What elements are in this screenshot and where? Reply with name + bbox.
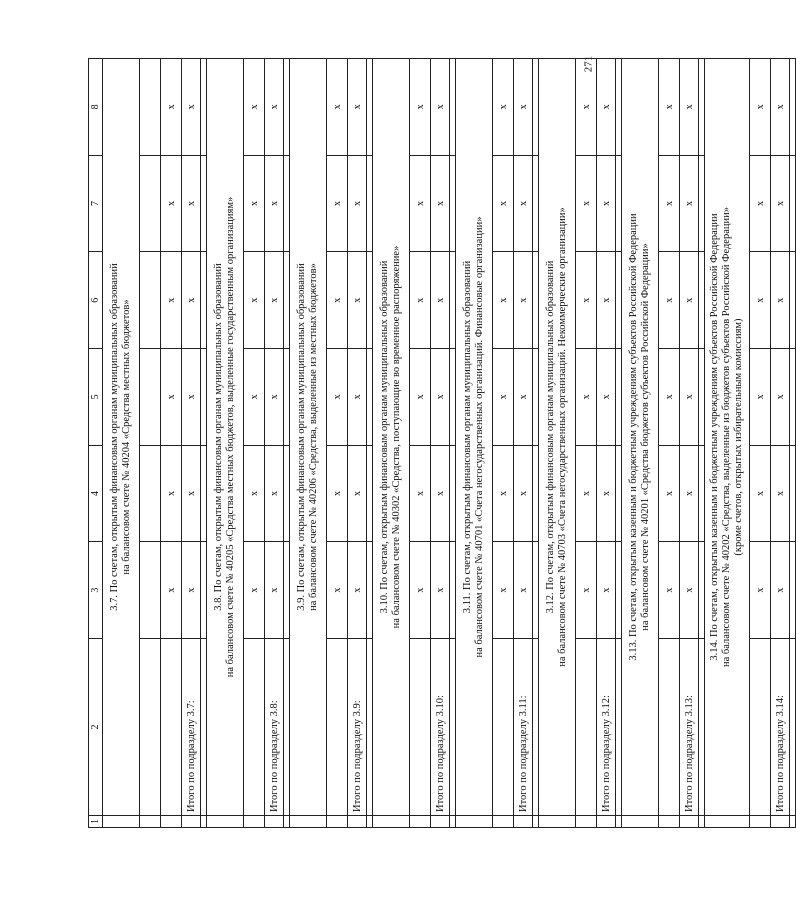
section-title-row bbox=[705, 59, 750, 828]
x-mark-cell: х bbox=[182, 155, 201, 252]
row-marker-cell bbox=[539, 816, 576, 828]
x-mark-cell: х bbox=[680, 155, 699, 252]
empty-cell bbox=[659, 639, 680, 816]
x-mark-cell: х bbox=[410, 445, 431, 542]
x-mark-cell: х bbox=[348, 252, 367, 349]
subtotal-row bbox=[431, 59, 450, 828]
row-marker-cell bbox=[514, 816, 533, 828]
x-mark-cell: х bbox=[327, 445, 348, 542]
section-title-line: на балансовом счете № 40703 «Счета негосударственных организаций. Некоммерческие организации» bbox=[557, 207, 568, 667]
row-marker-cell bbox=[327, 816, 348, 828]
section-title-line: 3.10. По счетам, открытым финансовым органам муниципальных образований bbox=[379, 260, 390, 614]
empty-cell bbox=[140, 816, 161, 828]
x-mark-cell: х bbox=[182, 59, 201, 156]
x-mark-cell: х bbox=[514, 542, 533, 639]
section-title-line: на балансовом счете № 40204 «Средства местных бюджетов» bbox=[121, 299, 132, 575]
x-mark-cell: х bbox=[576, 155, 597, 252]
x-mark-cell: х bbox=[771, 252, 790, 349]
section-title bbox=[622, 59, 659, 816]
data-row bbox=[327, 59, 348, 828]
x-mark-cell: х bbox=[244, 252, 265, 349]
row-marker-cell bbox=[410, 816, 431, 828]
x-mark-cell: х bbox=[265, 445, 284, 542]
x-mark-cell: х bbox=[514, 155, 533, 252]
x-mark-cell: х bbox=[244, 155, 265, 252]
x-mark-cell: х bbox=[750, 349, 771, 446]
section-title-line: 3.9. По счетам, открытым финансовым органам муниципальных образований bbox=[296, 263, 307, 611]
section-title-row bbox=[539, 59, 576, 828]
section-title bbox=[103, 59, 140, 816]
column-number-8: 8 bbox=[89, 59, 103, 156]
row-marker-cell bbox=[493, 816, 514, 828]
x-mark-cell: х bbox=[771, 542, 790, 639]
empty-row bbox=[140, 59, 161, 828]
x-mark-cell: х bbox=[265, 155, 284, 252]
x-mark-cell: х bbox=[493, 252, 514, 349]
data-row bbox=[576, 59, 597, 828]
row-marker-cell bbox=[207, 816, 244, 828]
x-mark-cell: х bbox=[161, 252, 182, 349]
spacer-cell bbox=[790, 816, 796, 828]
x-mark-cell: х bbox=[750, 59, 771, 156]
x-mark-cell: х bbox=[161, 542, 182, 639]
empty-cell bbox=[140, 542, 161, 639]
section-title-line: на балансовом счете № 40205 «Средства местных бюджетов, выделенные государственным организациям» bbox=[225, 196, 236, 678]
spacer-cell bbox=[790, 155, 796, 252]
row-marker-cell bbox=[597, 816, 616, 828]
section-title-line: на балансовом счете № 40206 «Средства, выделенные из местных бюджетов» bbox=[308, 263, 319, 611]
row-marker-cell bbox=[705, 816, 750, 828]
x-mark-cell: х bbox=[750, 542, 771, 639]
row-marker-cell bbox=[244, 816, 265, 828]
empty-cell bbox=[140, 349, 161, 446]
section-title-line: 3.11. По счетам, открытым финансовым органам муниципальных образований bbox=[462, 260, 473, 614]
x-mark-cell: х bbox=[680, 445, 699, 542]
row-marker-cell bbox=[161, 816, 182, 828]
x-mark-cell: х bbox=[431, 59, 450, 156]
x-mark-cell: х bbox=[493, 349, 514, 446]
x-mark-cell: х bbox=[659, 542, 680, 639]
data-row bbox=[659, 59, 680, 828]
spacer-row bbox=[790, 59, 796, 828]
section-title-line: 3.7. По счетам, открытым финансовым органам муниципальных образований bbox=[109, 263, 120, 611]
x-mark-cell: х bbox=[410, 349, 431, 446]
column-number-2: 2 bbox=[89, 639, 103, 816]
x-mark-cell: х bbox=[659, 252, 680, 349]
data-row bbox=[244, 59, 265, 828]
spacer-cell bbox=[790, 59, 796, 156]
x-mark-cell: х bbox=[597, 445, 616, 542]
x-mark-cell: х bbox=[182, 252, 201, 349]
section-title-row bbox=[622, 59, 659, 828]
empty-cell bbox=[493, 639, 514, 816]
subtotal-label: Итого по подразделу 3.14: bbox=[771, 639, 790, 816]
subtotal-label: Итого по подразделу 3.8: bbox=[265, 639, 284, 816]
x-mark-cell: х bbox=[244, 59, 265, 156]
x-mark-cell: х bbox=[597, 349, 616, 446]
spacer-cell bbox=[790, 542, 796, 639]
x-mark-cell: х bbox=[265, 542, 284, 639]
x-mark-cell: х bbox=[659, 445, 680, 542]
section-title-row bbox=[373, 59, 410, 828]
subtotal-label: Итого по подразделу 3.9: bbox=[348, 639, 367, 816]
x-mark-cell: х bbox=[771, 445, 790, 542]
empty-cell bbox=[140, 155, 161, 252]
subtotal-label: Итого по подразделу 3.12: bbox=[597, 639, 616, 816]
x-mark-cell: х bbox=[431, 349, 450, 446]
x-mark-cell: х bbox=[597, 542, 616, 639]
row-marker-cell bbox=[659, 816, 680, 828]
x-mark-cell: х bbox=[493, 155, 514, 252]
x-mark-cell: х bbox=[680, 349, 699, 446]
row-marker-cell bbox=[103, 816, 140, 828]
x-mark-cell: х bbox=[327, 59, 348, 156]
x-mark-cell: х bbox=[576, 59, 597, 156]
x-mark-cell: х bbox=[348, 542, 367, 639]
section-title bbox=[290, 59, 327, 816]
section-title-row bbox=[456, 59, 493, 828]
x-mark-cell: х bbox=[348, 155, 367, 252]
section-title-row bbox=[103, 59, 140, 828]
subtotal-row bbox=[597, 59, 616, 828]
row-marker-cell bbox=[182, 816, 201, 828]
x-mark-cell: х bbox=[265, 252, 284, 349]
column-number-7: 7 bbox=[89, 155, 103, 252]
x-mark-cell: х bbox=[576, 252, 597, 349]
x-mark-cell: х bbox=[327, 349, 348, 446]
x-mark-cell: х bbox=[493, 445, 514, 542]
subtotal-label: Итого по подразделу 3.11: bbox=[514, 639, 533, 816]
x-mark-cell: х bbox=[576, 445, 597, 542]
row-marker-cell bbox=[265, 816, 284, 828]
data-row bbox=[161, 59, 182, 828]
section-title bbox=[456, 59, 493, 816]
row-marker-cell bbox=[622, 816, 659, 828]
x-mark-cell: х bbox=[265, 59, 284, 156]
x-mark-cell: х bbox=[410, 155, 431, 252]
x-mark-cell: х bbox=[244, 349, 265, 446]
column-number-6: 6 bbox=[89, 252, 103, 349]
x-mark-cell: х bbox=[182, 542, 201, 639]
row-marker-cell bbox=[431, 816, 450, 828]
x-mark-cell: х bbox=[410, 252, 431, 349]
x-mark-cell: х bbox=[327, 155, 348, 252]
x-mark-cell: х bbox=[244, 445, 265, 542]
row-marker-cell bbox=[290, 816, 327, 828]
section-title-line: на балансовом счете № 40201 «Средства бюджетов субъектов Российской Федерации» bbox=[640, 243, 651, 631]
x-mark-cell: х bbox=[182, 445, 201, 542]
x-mark-cell: х bbox=[576, 349, 597, 446]
empty-cell bbox=[140, 59, 161, 156]
section-title-line: 3.13. По счетам, открытым казенным и бюджетным учреждениям субъектов Российской Федерации bbox=[628, 213, 639, 661]
section-title-line: 3.12. По счетам, открытым финансовым органам муниципальных образований bbox=[545, 260, 556, 614]
x-mark-cell: х bbox=[410, 542, 431, 639]
x-mark-cell: х bbox=[493, 59, 514, 156]
x-mark-cell: х bbox=[431, 542, 450, 639]
x-mark-cell: х bbox=[182, 349, 201, 446]
empty-cell bbox=[410, 639, 431, 816]
page-number: 271 bbox=[582, 55, 595, 73]
column-number-3: 3 bbox=[89, 542, 103, 639]
spacer-cell bbox=[790, 445, 796, 542]
x-mark-cell: х bbox=[659, 155, 680, 252]
column-number-4: 4 bbox=[89, 445, 103, 542]
x-mark-cell: х bbox=[680, 542, 699, 639]
x-mark-cell: х bbox=[244, 542, 265, 639]
subtotal-row bbox=[182, 59, 201, 828]
subtotal-row bbox=[680, 59, 699, 828]
data-row bbox=[493, 59, 514, 828]
x-mark-cell: х bbox=[597, 252, 616, 349]
empty-cell bbox=[327, 639, 348, 816]
x-mark-cell: х bbox=[161, 445, 182, 542]
column-number-row bbox=[89, 59, 103, 828]
x-mark-cell: х bbox=[659, 59, 680, 156]
x-mark-cell: х bbox=[493, 542, 514, 639]
x-mark-cell: х bbox=[348, 349, 367, 446]
x-mark-cell: х bbox=[327, 252, 348, 349]
x-mark-cell: х bbox=[750, 445, 771, 542]
section-title-line: на балансовом счете № 40302 «Средства, поступающие во временное распоряжение» bbox=[391, 245, 402, 629]
x-mark-cell: х bbox=[410, 59, 431, 156]
x-mark-cell: х bbox=[431, 155, 450, 252]
data-row bbox=[750, 59, 771, 828]
empty-cell bbox=[244, 639, 265, 816]
x-mark-cell: х bbox=[597, 59, 616, 156]
x-mark-cell: х bbox=[265, 349, 284, 446]
section-title-row bbox=[290, 59, 327, 828]
section-title bbox=[539, 59, 576, 816]
section-title bbox=[373, 59, 410, 816]
x-mark-cell: х bbox=[771, 155, 790, 252]
empty-cell bbox=[576, 639, 597, 816]
x-mark-cell: х bbox=[348, 59, 367, 156]
section-title bbox=[207, 59, 244, 816]
empty-cell bbox=[161, 639, 182, 816]
row-marker-cell bbox=[348, 816, 367, 828]
x-mark-cell: х bbox=[161, 349, 182, 446]
x-mark-cell: х bbox=[597, 155, 616, 252]
row-marker-cell bbox=[771, 816, 790, 828]
subtotal-row bbox=[771, 59, 790, 828]
x-mark-cell: х bbox=[514, 445, 533, 542]
section-title-line: 3.8. По счетам, открытым финансовым органам муниципальных образований bbox=[213, 263, 224, 611]
section-title-line: на балансовом счете № 40701 «Счета негосударственных организаций. Финансовые организации» bbox=[474, 216, 485, 658]
empty-cell bbox=[140, 252, 161, 349]
data-row bbox=[410, 59, 431, 828]
x-mark-cell: х bbox=[771, 59, 790, 156]
row-marker-cell bbox=[576, 816, 597, 828]
empty-cell bbox=[140, 445, 161, 542]
x-mark-cell: х bbox=[431, 252, 450, 349]
section-title-line: 3.14. По счетам, открытым казенным и бюджетным учреждениям субъектов Российской Федерации bbox=[709, 213, 720, 661]
x-mark-cell: х bbox=[514, 252, 533, 349]
x-mark-cell: х bbox=[771, 349, 790, 446]
column-number-1: 1 bbox=[89, 816, 103, 828]
x-mark-cell: х bbox=[161, 155, 182, 252]
spacer-cell bbox=[790, 252, 796, 349]
x-mark-cell: х bbox=[659, 349, 680, 446]
section-title-line: на балансовом счете № 40202 «Средства, выделенные из бюджетов субъектов Российской Федерации» bbox=[721, 207, 732, 667]
x-mark-cell: х bbox=[750, 155, 771, 252]
row-marker-cell bbox=[750, 816, 771, 828]
column-number-5: 5 bbox=[89, 349, 103, 446]
x-mark-cell: х bbox=[348, 445, 367, 542]
subtotal-label: Итого по подразделу 3.10: bbox=[431, 639, 450, 816]
x-mark-cell: х bbox=[514, 59, 533, 156]
x-mark-cell: х bbox=[750, 252, 771, 349]
section-title-line: (кроме счетов, открытых избирательным комиссиям) bbox=[733, 318, 744, 556]
x-mark-cell: х bbox=[576, 542, 597, 639]
x-mark-cell: х bbox=[680, 59, 699, 156]
empty-cell bbox=[750, 639, 771, 816]
spacer-cell bbox=[790, 349, 796, 446]
row-marker-cell bbox=[680, 816, 699, 828]
x-mark-cell: х bbox=[680, 252, 699, 349]
subtotal-row bbox=[265, 59, 284, 828]
section-title bbox=[705, 59, 750, 816]
subtotal-label: Итого по подразделу 3.13: bbox=[680, 639, 699, 816]
subtotal-row bbox=[348, 59, 367, 828]
spacer-cell bbox=[790, 639, 796, 816]
x-mark-cell: х bbox=[431, 445, 450, 542]
section-title-row bbox=[207, 59, 244, 828]
x-mark-cell: х bbox=[514, 349, 533, 446]
row-marker-cell bbox=[456, 816, 493, 828]
empty-cell bbox=[140, 639, 161, 816]
row-marker-cell bbox=[373, 816, 410, 828]
subtotal-row bbox=[514, 59, 533, 828]
x-mark-cell: х bbox=[327, 542, 348, 639]
report-table bbox=[88, 55, 796, 828]
subtotal-label: Итого по подразделу 3.7: bbox=[182, 639, 201, 816]
x-mark-cell: х bbox=[161, 59, 182, 156]
